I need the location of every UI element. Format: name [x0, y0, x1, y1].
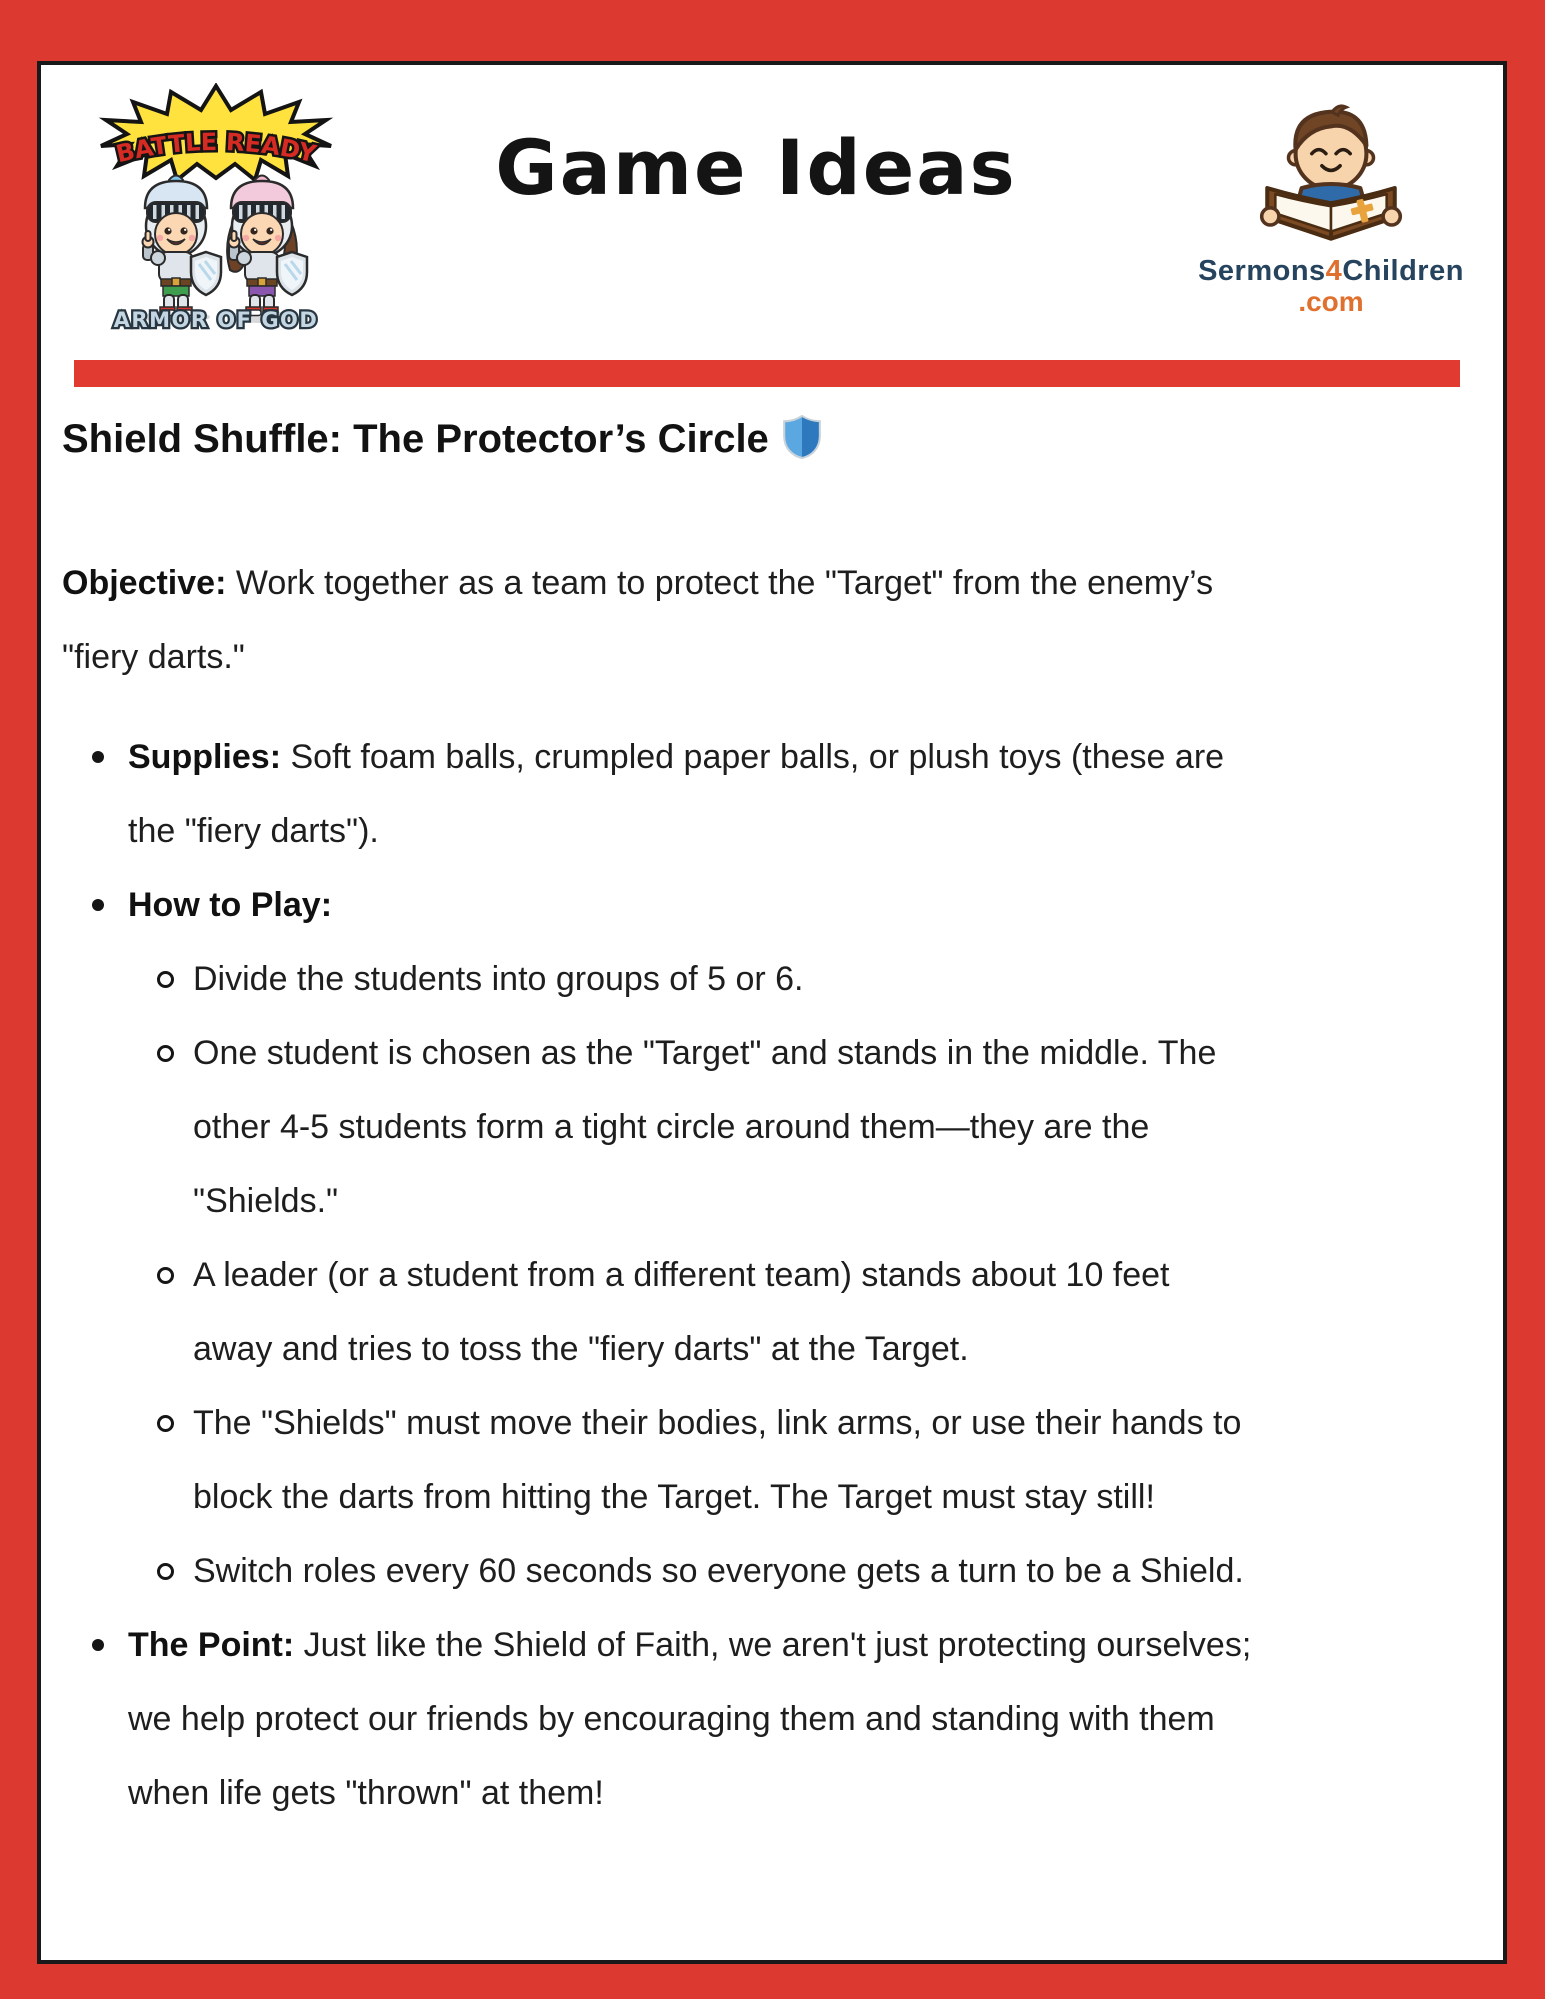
circle-bullet-icon: [157, 1563, 174, 1580]
red-divider-bar: [74, 360, 1460, 387]
supplies-label: Supplies:: [128, 738, 282, 776]
list-item-the-point: [62, 1608, 1482, 1830]
point-text: Just like the Shield of Faith, we aren't just protecting ourselves;: [294, 1626, 1252, 1664]
step-leader-tosses: [62, 1238, 1482, 1386]
list-item-how-to-play: [62, 868, 1482, 942]
text-line: when life gets "thrown" at them!: [128, 1774, 604, 1812]
circle-bullet-icon: [157, 971, 174, 988]
point-label: The Point:: [128, 1626, 295, 1664]
step-shields-block: [62, 1386, 1482, 1534]
content-sheet: [37, 61, 1507, 1964]
reading-boy-icon: [1245, 103, 1417, 261]
sermons4children-wordmark: [1189, 255, 1473, 288]
wordmark-sermons: Sermons: [1198, 255, 1326, 287]
sermons4children-logo: [1189, 103, 1473, 318]
bullet-icon: [92, 899, 104, 911]
text-line: Switch roles every 60 seconds so everyone gets a turn to be a Shield.: [193, 1552, 1244, 1590]
objective-label: Objective:: [62, 564, 227, 602]
text-line: [62, 546, 1482, 620]
game-heading: [62, 415, 821, 462]
armor-of-god-label: ARMOR OF GOD: [113, 308, 319, 332]
text-line: away and tries to toss the "fiery darts" at the Target.: [193, 1330, 969, 1368]
objective-text: Work together as a team to protect the "Target" from the enemy’s: [226, 564, 1214, 602]
wordmark-4: 4: [1325, 255, 1343, 287]
how-to-play-label: How to Play:: [128, 886, 333, 924]
circle-bullet-icon: [157, 1415, 174, 1432]
text-line: [128, 720, 1482, 794]
step-choose-target: [62, 1016, 1482, 1238]
text-line: we help protect our friends by encouraging them and standing with them: [128, 1700, 1215, 1738]
text-line: [128, 1608, 1482, 1682]
text-line: block the darts from hitting the Target. The Target must stay still!: [193, 1478, 1155, 1516]
sermons4children-domain: .com: [1298, 286, 1364, 317]
bullet-icon: [92, 751, 104, 763]
game-description: [62, 546, 1482, 1830]
circle-bullet-icon: [157, 1267, 174, 1284]
bullet-icon: [92, 1639, 104, 1651]
text-line: The "Shields" must move their bodies, link arms, or use their hands to: [193, 1404, 1242, 1442]
list-item-supplies: [62, 720, 1482, 868]
step-divide-groups: [62, 942, 1482, 1016]
text-line: A leader (or a student from a different team) stands about 10 feet: [193, 1256, 1170, 1294]
page-title: Game Ideas: [495, 123, 1017, 212]
supplies-text: Soft foam balls, crumpled paper balls, or plush toys (these are: [281, 738, 1225, 776]
step-switch-roles: [62, 1534, 1482, 1608]
game-heading-text: Shield Shuffle: The Protector’s Circle: [62, 417, 769, 461]
text-line: "fiery darts.": [62, 638, 245, 676]
text-line: other 4-5 students form a tight circle around them—they are the: [193, 1108, 1150, 1146]
shield-emoji-icon: [783, 415, 821, 459]
text-line: "Shields.": [193, 1182, 339, 1220]
objective-paragraph: [62, 546, 1482, 694]
text-line: One student is chosen as the "Target" and stands in the middle. The: [193, 1034, 1217, 1072]
wordmark-children: Children: [1342, 255, 1464, 287]
text-line: the "fiery darts").: [128, 812, 379, 850]
battle-ready-title: BATTLE READY: [113, 127, 319, 169]
text-line: Divide the students into groups of 5 or 6.: [193, 960, 804, 998]
circle-bullet-icon: [157, 1045, 174, 1062]
